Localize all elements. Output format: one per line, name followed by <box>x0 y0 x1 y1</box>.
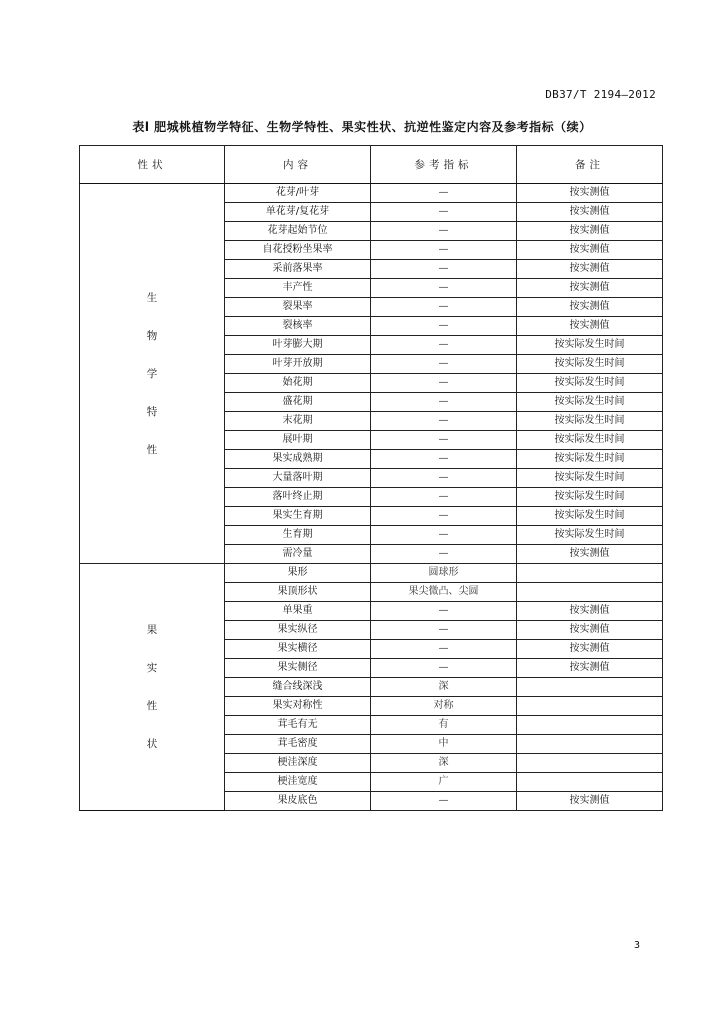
reference-cell: — <box>371 640 517 659</box>
content-cell: 果实生育期 <box>225 507 371 526</box>
content-cell: 采前落果率 <box>225 260 371 279</box>
reference-cell: — <box>371 469 517 488</box>
content-cell: 需冷量 <box>225 545 371 564</box>
remark-cell: 按实测值 <box>517 545 663 564</box>
content-cell: 展叶期 <box>225 431 371 450</box>
reference-cell: — <box>371 526 517 545</box>
reference-cell: 广 <box>371 773 517 792</box>
content-cell: 单花芽/复花芽 <box>225 203 371 222</box>
remark-cell: 按实际发生时间 <box>517 469 663 488</box>
remark-cell: 按实测值 <box>517 602 663 621</box>
trait-table <box>79 145 663 811</box>
trait-group-label <box>80 564 225 811</box>
content-cell: 裂核率 <box>225 317 371 336</box>
reference-cell: — <box>371 260 517 279</box>
content-cell: 果皮底色 <box>225 792 371 811</box>
content-cell: 果形 <box>225 564 371 583</box>
remark-cell <box>517 754 663 773</box>
trait-group-char: 状 <box>146 738 158 750</box>
reference-cell: — <box>371 792 517 811</box>
reference-cell: — <box>371 507 517 526</box>
remark-cell: 按实测值 <box>517 260 663 279</box>
reference-cell: — <box>371 279 517 298</box>
remark-cell: 按实测值 <box>517 241 663 260</box>
reference-cell: — <box>371 336 517 355</box>
remark-cell: 按实测值 <box>517 792 663 811</box>
remark-cell: 按实测值 <box>517 203 663 222</box>
content-cell: 果实成熟期 <box>225 450 371 469</box>
header-reference: 参考指标 <box>371 146 517 184</box>
content-cell: 花芽/叶芽 <box>225 184 371 203</box>
table-row <box>80 184 663 203</box>
content-cell: 末花期 <box>225 412 371 431</box>
content-cell: 始花期 <box>225 374 371 393</box>
header-remark: 备注 <box>517 146 663 184</box>
reference-cell: 中 <box>371 735 517 754</box>
reference-cell: — <box>371 621 517 640</box>
content-cell: 落叶终止期 <box>225 488 371 507</box>
reference-cell: — <box>371 431 517 450</box>
remark-cell <box>517 773 663 792</box>
reference-cell: — <box>371 241 517 260</box>
remark-cell <box>517 716 663 735</box>
remark-cell <box>517 735 663 754</box>
remark-cell <box>517 697 663 716</box>
content-cell: 梗洼深度 <box>225 754 371 773</box>
remark-cell <box>517 583 663 602</box>
remark-cell: 按实际发生时间 <box>517 488 663 507</box>
remark-cell: 按实测值 <box>517 298 663 317</box>
reference-cell: 深 <box>371 754 517 773</box>
reference-cell: 果尖微凸、尖圆 <box>371 583 517 602</box>
reference-cell: — <box>371 488 517 507</box>
reference-cell: — <box>371 355 517 374</box>
remark-cell: 按实际发生时间 <box>517 507 663 526</box>
remark-cell: 按实际发生时间 <box>517 355 663 374</box>
reference-cell: — <box>371 393 517 412</box>
table-row <box>80 564 663 583</box>
trait-group-char: 生 <box>146 291 158 304</box>
remark-cell <box>517 678 663 697</box>
trait-group-char: 性 <box>146 443 158 456</box>
content-cell: 果实侧径 <box>225 659 371 678</box>
trait-group-char: 果 <box>146 624 158 636</box>
reference-cell: — <box>371 374 517 393</box>
reference-cell: — <box>371 298 517 317</box>
header-content: 内容 <box>225 146 371 184</box>
content-cell: 大量落叶期 <box>225 469 371 488</box>
table-title: 表l 肥城桃植物学特征、生物学特性、果实性状、抗逆性鉴定内容及参考指标（续） <box>132 120 592 134</box>
remark-cell: 按实测值 <box>517 317 663 336</box>
reference-cell: 有 <box>371 716 517 735</box>
remark-cell: 按实测值 <box>517 222 663 241</box>
reference-cell: — <box>371 412 517 431</box>
remark-cell: 按实测值 <box>517 279 663 298</box>
content-cell: 生育期 <box>225 526 371 545</box>
table-body <box>80 184 663 811</box>
remark-cell: 按实际发生时间 <box>517 431 663 450</box>
remark-cell <box>517 564 663 583</box>
reference-cell: 对称 <box>371 697 517 716</box>
remark-cell: 按实际发生时间 <box>517 393 663 412</box>
content-cell: 果顶形状 <box>225 583 371 602</box>
reference-cell: — <box>371 450 517 469</box>
content-cell: 茸毛密度 <box>225 735 371 754</box>
remark-cell: 按实际发生时间 <box>517 450 663 469</box>
content-cell: 叶芽开放期 <box>225 355 371 374</box>
content-cell: 裂果率 <box>225 298 371 317</box>
trait-group-char: 学 <box>146 367 158 380</box>
content-cell: 梗洼宽度 <box>225 773 371 792</box>
remark-cell: 按实际发生时间 <box>517 374 663 393</box>
remark-cell: 按实测值 <box>517 621 663 640</box>
trait-group-char: 实 <box>146 662 158 674</box>
content-cell: 花芽起始节位 <box>225 222 371 241</box>
reference-cell: — <box>371 317 517 336</box>
content-cell: 盛花期 <box>225 393 371 412</box>
content-cell: 果实横径 <box>225 640 371 659</box>
remark-cell: 按实际发生时间 <box>517 412 663 431</box>
table-header-row <box>80 146 663 184</box>
trait-group-char: 特 <box>146 405 158 418</box>
reference-cell: 深 <box>371 678 517 697</box>
content-cell: 果实纵径 <box>225 621 371 640</box>
remark-cell: 按实测值 <box>517 184 663 203</box>
reference-cell: — <box>371 203 517 222</box>
remark-cell: 按实测值 <box>517 659 663 678</box>
content-cell: 丰产性 <box>225 279 371 298</box>
content-cell: 叶芽膨大期 <box>225 336 371 355</box>
trait-group-char: 物 <box>146 329 158 342</box>
trait-group-char: 性 <box>146 700 158 712</box>
reference-cell: — <box>371 545 517 564</box>
remark-cell: 按实际发生时间 <box>517 336 663 355</box>
content-cell: 果实对称性 <box>225 697 371 716</box>
remark-cell: 按实测值 <box>517 640 663 659</box>
header-trait: 性状 <box>80 146 225 184</box>
content-cell: 缝合线深浅 <box>225 678 371 697</box>
reference-cell: — <box>371 659 517 678</box>
reference-cell: 圆球形 <box>371 564 517 583</box>
trait-group-label <box>80 184 225 564</box>
document-code: DB37/T 2194—2012 <box>545 88 656 101</box>
content-cell: 单果重 <box>225 602 371 621</box>
reference-cell: — <box>371 184 517 203</box>
page-number: 3 <box>633 940 640 951</box>
reference-cell: — <box>371 602 517 621</box>
remark-cell: 按实际发生时间 <box>517 526 663 545</box>
content-cell: 自花授粉坐果率 <box>225 241 371 260</box>
content-cell: 茸毛有无 <box>225 716 371 735</box>
reference-cell: — <box>371 222 517 241</box>
